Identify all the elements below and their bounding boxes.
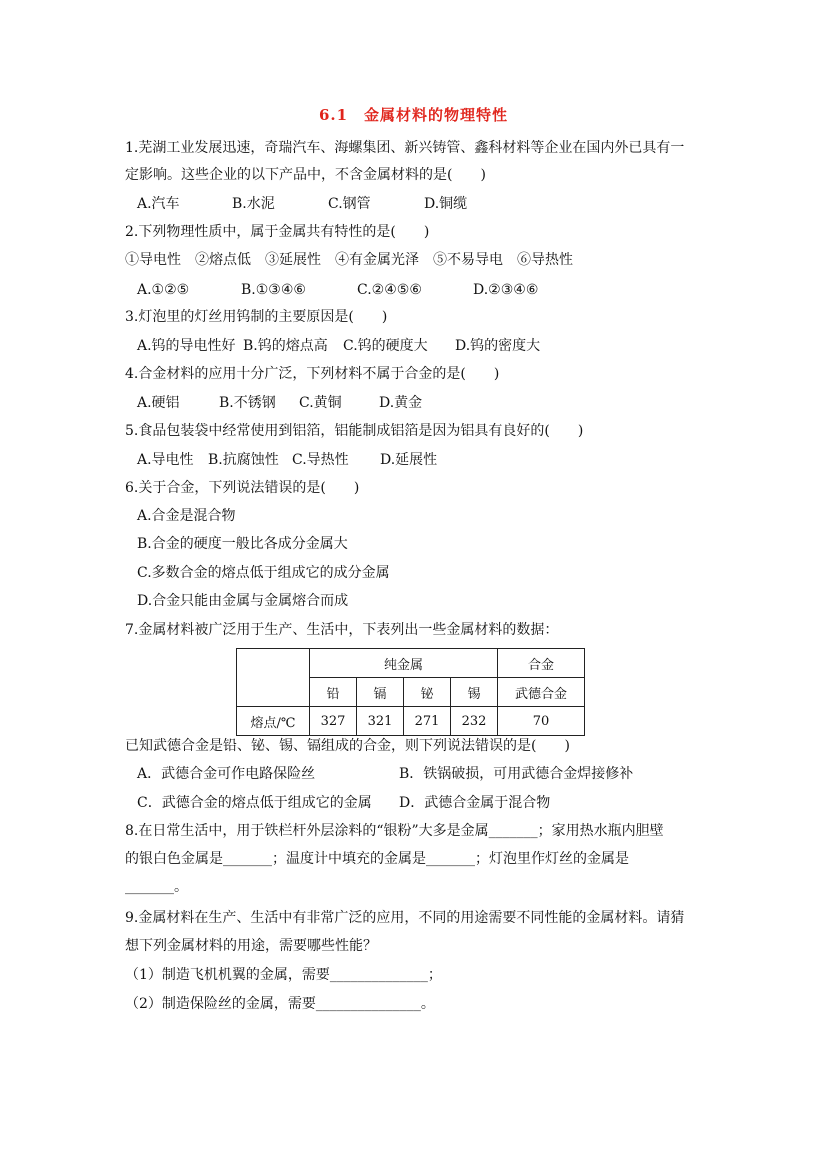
table-value-bismuth: 271 — [404, 707, 451, 736]
page-title: 6.1 金属材料的物理特性 — [318, 106, 509, 124]
q3-option-d: D.钨的密度大 — [455, 338, 541, 354]
question-8-text-end: _______。 — [125, 879, 188, 895]
q4-option-d: D.黄金 — [379, 395, 423, 411]
q7-option-a: A．武德合金可作电路保险丝 — [137, 766, 316, 782]
question-9-text-cont: 想下列金属材料的用途，需要哪些性能？ — [125, 938, 377, 954]
table-header-alloy: 合金 — [498, 649, 585, 678]
q1-option-a: A.汽车 — [137, 196, 180, 212]
q3-option-a: A.钨的导电性好 — [137, 338, 236, 354]
table-metal-bismuth: 铋 — [404, 678, 451, 707]
q2-option-b: B.①③④⑥ — [241, 282, 306, 298]
table-alloy-name: 武德合金 — [498, 678, 585, 707]
q4-option-b: B.不锈钢 — [219, 395, 276, 411]
q2-option-c: C.②④⑤⑥ — [357, 282, 422, 298]
table-value-tin: 232 — [451, 707, 498, 736]
question-7-text-2: 已知武德合金是铅、铋、锡、镉组成的合金，则下列说法错误的是( ) — [125, 738, 570, 754]
table-metal-cadmium: 镉 — [357, 678, 404, 707]
question-8-text: 8.在日常生活中，用于铁栏杆外层涂料的“银粉”大多是金属_______；家用热水瓶内胆壁 — [125, 823, 664, 839]
question-1-text-cont: 定影响。这些企业的以下产品中，不含金属材料的是( ) — [125, 167, 486, 183]
question-2-text: 2.下列物理性质中，属于金属共有特性的是( ) — [125, 224, 430, 240]
question-3-text: 3.灯泡里的灯丝用钨制的主要原因是( ) — [125, 309, 388, 325]
q3-option-c: C.钨的硬度大 — [343, 338, 428, 354]
q6-option-d: D.合金只能由金属与金属熔合而成 — [137, 593, 349, 609]
table-value-cadmium: 321 — [357, 707, 404, 736]
q5-option-b: B.抗腐蚀性 — [208, 452, 279, 468]
table-metal-lead: 铅 — [310, 678, 357, 707]
question-7-text: 7.金属材料被广泛用于生产、生活中，下表列出一些金属材料的数据： — [125, 622, 559, 638]
melting-point-table — [236, 648, 585, 736]
q5-option-a: A.导电性 — [137, 452, 194, 468]
q6-option-c: C.多数合金的熔点低于组成它的成分金属 — [137, 565, 390, 581]
table-row-label: 熔点/℃ — [237, 707, 310, 736]
q4-option-a: A.硬铝 — [137, 395, 180, 411]
question-9-sub-2: （2）制造保险丝的金属，需要_______________。 — [125, 996, 435, 1012]
q1-option-b: B.水泥 — [232, 196, 275, 212]
q2-option-a: A.①②⑤ — [137, 282, 190, 298]
question-9-sub-1: （1）制造飞机机翼的金属，需要______________； — [125, 967, 442, 983]
table-header-pure-metals: 纯金属 — [310, 649, 498, 678]
q5-option-c: C.导热性 — [292, 452, 349, 468]
q6-option-a: A.合金是混合物 — [137, 508, 236, 524]
question-9-text: 9.金属材料在生产、生活中有非常广泛的应用，不同的用途需要不同性能的金属材料。请猜 — [125, 910, 685, 926]
question-2-properties: ①导电性 ②熔点低 ③延展性 ④有金属光泽 ⑤不易导电 ⑥导热性 — [125, 252, 573, 268]
q4-option-c: C.黄铜 — [299, 395, 342, 411]
question-1-text: 1.芜湖工业发展迅速，奇瑞汽车、海螺集团、新兴铸管、鑫科材料等企业在国内外已具有一 — [125, 140, 685, 156]
q7-option-c: C．武德合金的熔点低于组成它的金属 — [137, 795, 372, 811]
q7-option-d: D．武德合金属于混合物 — [399, 795, 551, 811]
q2-option-d: D.②③④⑥ — [473, 282, 539, 298]
q1-option-d: D.铜缆 — [424, 196, 468, 212]
question-6-text: 6.关于合金，下列说法错误的是( ) — [125, 480, 360, 496]
q3-option-b: B.钨的熔点高 — [243, 338, 328, 354]
table-corner-cell — [237, 649, 310, 707]
question-4-text: 4.合金材料的应用十分广泛，下列材料不属于合金的是( ) — [125, 366, 500, 382]
q7-option-b: B．铁锅破损，可用武德合金焊接修补 — [399, 766, 634, 782]
q5-option-d: D.延展性 — [380, 452, 438, 468]
table-value-lead: 327 — [310, 707, 357, 736]
table-value-alloy: 70 — [498, 707, 585, 736]
q1-option-c: C.钢管 — [328, 196, 371, 212]
question-5-text: 5.食品包装袋中经常使用到铝箔，铝能制成铝箔是因为铝具有良好的( ) — [125, 423, 584, 439]
table-metal-tin: 锡 — [451, 678, 498, 707]
q6-option-b: B.合金的硬度一般比各成分金属大 — [137, 536, 348, 552]
question-8-text-cont: 的银白色金属是_______；温度计中填充的金属是_______；灯泡里作灯丝的金属是 — [125, 851, 629, 867]
